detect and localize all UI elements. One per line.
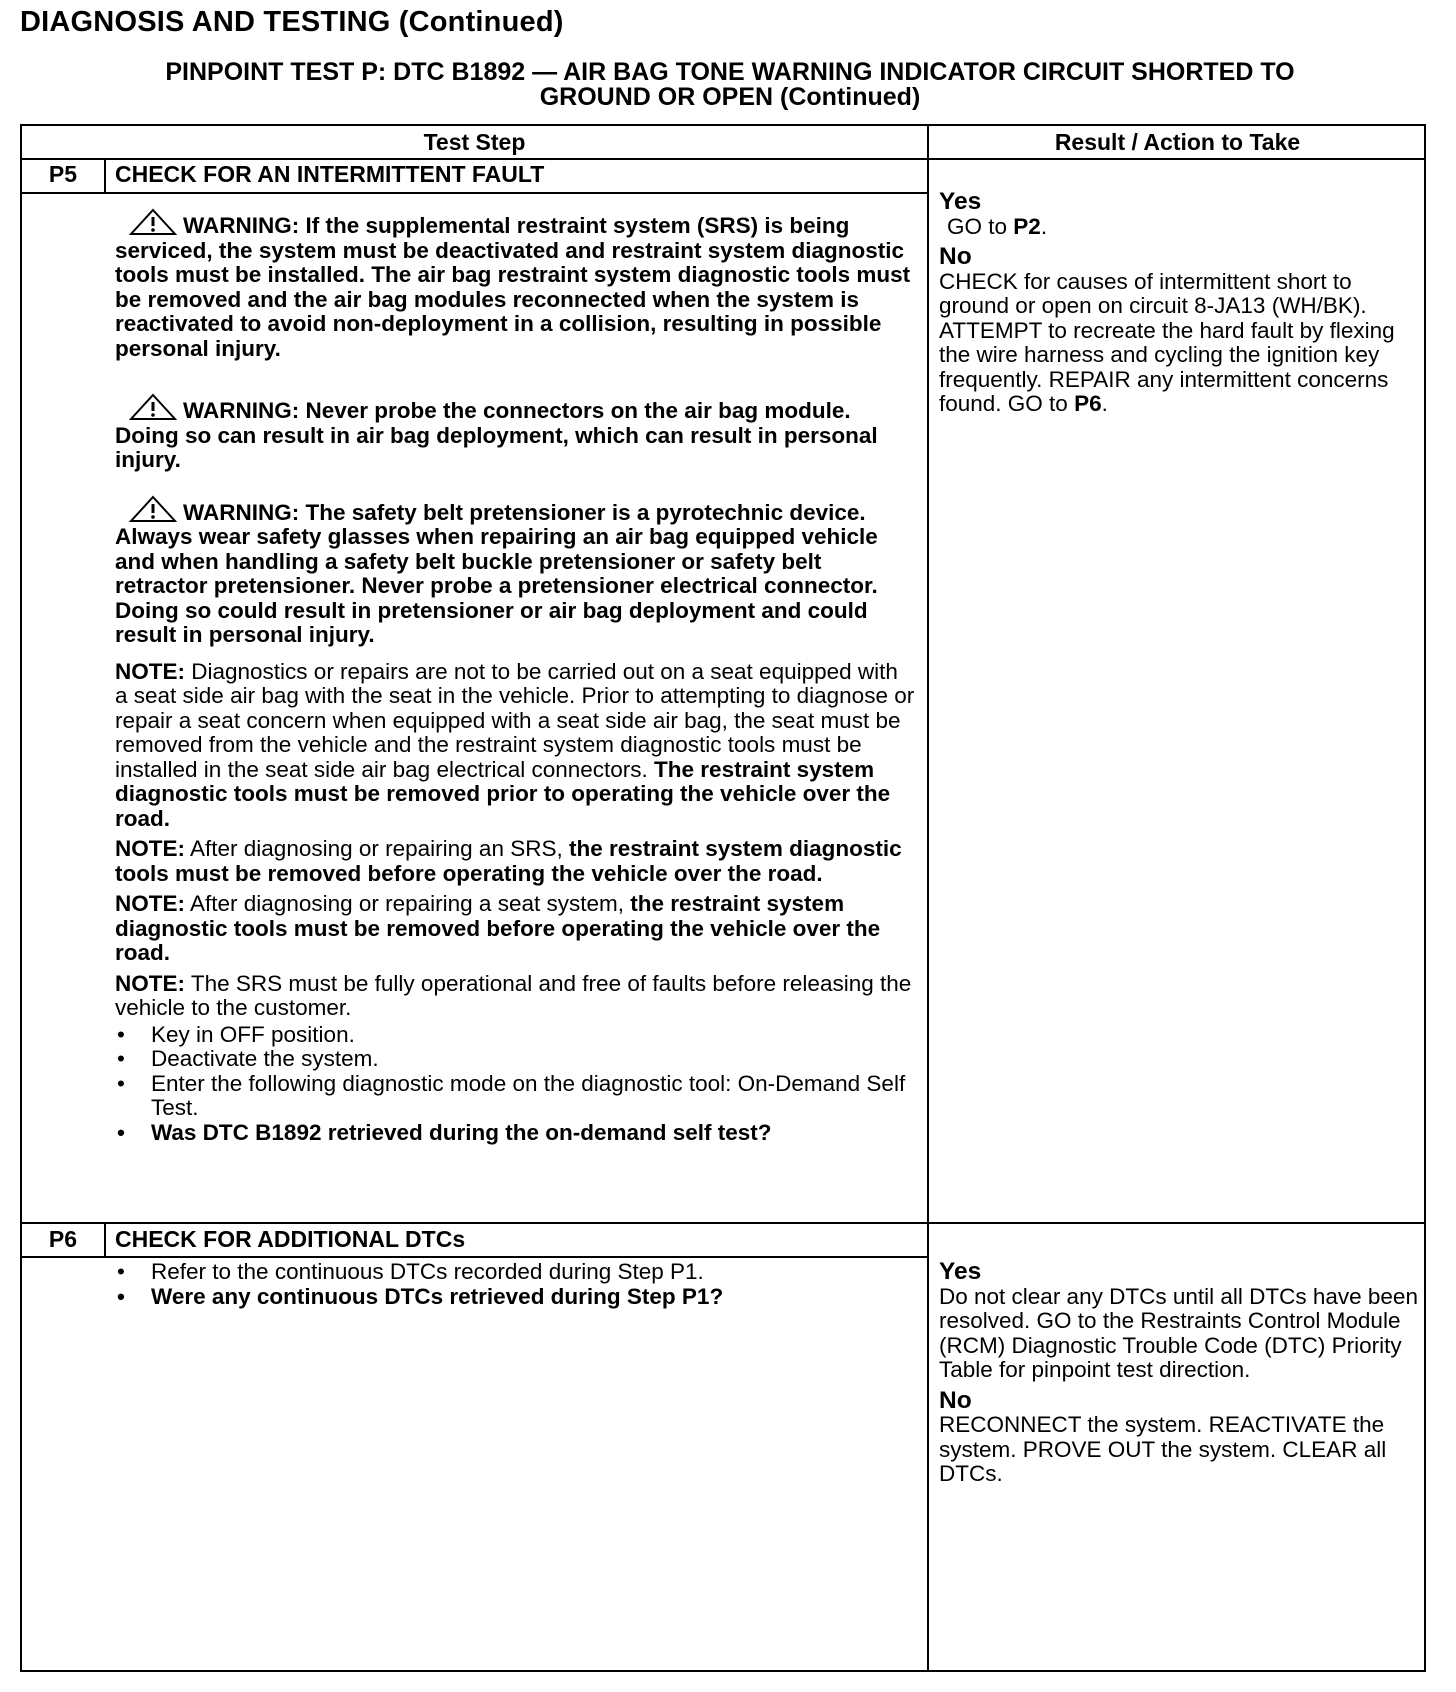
warning-text: WARNING: The safety belt pretensioner is a pyrotechnic device. Always wear safety glasses when repairing an air bag equipped vehicle and when handling a safety belt buckle pretensioner or safety belt retractor pretensioner. Never probe a pretensioner electrical connector. Doing so could result in pretensioner or air bag deployment and could result in personal injury. [115, 499, 878, 647]
step-content-p6 [115, 1260, 915, 1309]
list-item: • Refer to the continuous DTCs recorded during Step P1. [117, 1259, 704, 1284]
header-divider [22, 158, 1424, 160]
column-header-result: Result / Action to Take [1054, 129, 1301, 155]
warning-srs [115, 208, 915, 361]
step-title-divider-p6 [22, 1256, 927, 1258]
note-after-srs [115, 837, 915, 886]
step-title-divider-p5 [22, 192, 927, 194]
step-question-p6: • Were any continuous DTCs retrieved during Step P1? [117, 1283, 724, 1309]
result-p5 [939, 184, 1419, 417]
warning-pretensioner [115, 495, 915, 648]
pinpoint-test-table [20, 124, 1426, 1672]
warning-triangle-icon [129, 495, 177, 523]
step-content-p5 [115, 208, 915, 1145]
column-divider [927, 126, 929, 1670]
note-label: NOTE: [115, 891, 185, 916]
list-item: • Deactivate the system. [117, 1046, 379, 1071]
note-emphasis: the restraint system diagnostic tools must be removed before operating the vehicle over the road. [115, 836, 902, 886]
pinpoint-test-title-line1: PINPOINT TEST P: DTC B1892 — AIR BAG TONE WARNING INDICATOR CIRCUIT SHORTED TO [165, 58, 1295, 86]
note-emphasis: The restraint system diagnostic tools must be removed prior to operating the vehicle over the road. [115, 756, 891, 831]
result-yes-text: Do not clear any DTCs until all DTCs have been resolved. GO to the Restraints Control Module (RCM) Diagnostic Trouble Code (DTC) Priority Table for pinpoint test direction. [939, 1283, 1418, 1382]
result-p6 [939, 1254, 1419, 1487]
step-title-p5: CHECK FOR AN INTERMITTENT FAULT [115, 161, 545, 187]
step-actions-p6 [115, 1260, 915, 1309]
warning-text: WARNING: If the supplemental restraint system (SRS) is being serviced, the system must be deactivated and restraint system diagnostic tools must be installed. The air bag restraint system diagnostic tools must be removed and the air bag modules reconnected when the system is reactivated to avoid non-deployment in a collision, resulting in possible personal injury. [115, 213, 911, 361]
step-divider [22, 1222, 1424, 1224]
step-number-p6: P6 [48, 1226, 78, 1252]
note-text: Diagnostics or repairs are not to be carried out on a seat equipped with a seat side air bag with the seat in the vehicle. Prior to attempting to diagnose or repair a seat concern when equipped with a seat side air bag, the seat must be removed from the vehicle and the restraint system diagnostic tools must be installed in the seat side air bag electrical connectors. [115, 658, 915, 782]
column-header-test-step: Test Step [423, 129, 526, 155]
note-label: NOTE: [115, 658, 185, 684]
step-actions-p5 [115, 1023, 915, 1146]
step-link-p2[interactable]: P2 [1013, 213, 1041, 239]
result-yes-label: Yes [939, 1258, 982, 1285]
result-no-text: RECONNECT the system. REACTIVATE the system. PROVE OUT the system. CLEAR all DTCs. [939, 1412, 1387, 1486]
warning-text: WARNING: Never probe the connectors on the air bag module. Doing so can result in air bag deployment, which can result in personal injury. [115, 398, 878, 472]
warning-triangle-icon [129, 393, 177, 421]
note-emphasis: the restraint system diagnostic tools must be removed before operating the vehicle over the road. [115, 891, 881, 965]
result-no-label: No [939, 243, 972, 270]
note-srs-operational [115, 972, 915, 1021]
result-no-label: No [939, 1386, 972, 1414]
pinpoint-test-title [40, 60, 1420, 110]
step-number-divider [104, 1222, 106, 1256]
step-number-p5: P5 [48, 161, 78, 187]
step-link-p6[interactable]: P6 [1074, 391, 1102, 416]
note-text: After diagnosing or repairing an SRS, [185, 836, 569, 861]
warning-probe-connectors [115, 393, 915, 473]
note-label: NOTE: [115, 836, 185, 861]
pinpoint-test-title-line2: GROUND OR OPEN (Continued) [539, 83, 921, 111]
warning-triangle-icon [129, 208, 177, 236]
result-yes-text: GO to P2. [947, 213, 1048, 239]
list-item: • Enter the following diagnostic mode on the diagnostic tool: On-Demand Self Test. [117, 1070, 906, 1120]
result-no-text: CHECK for causes of intermittent short to ground or open on circuit 8-JA13 (WH/BK). ATTEMPT to recreate the hard fault by flexing the wire harness and cycling the ignition key frequently. REPAIR any intermittent concerns found. GO to P6. [939, 268, 1395, 416]
step-question-p5: • Was DTC B1892 retrieved during the on-demand self test? [117, 1119, 772, 1145]
page-title: DIAGNOSIS AND TESTING (Continued) [20, 6, 564, 38]
result-yes-label: Yes [939, 188, 982, 215]
step-title-p6: CHECK FOR ADDITIONAL DTCs [115, 1226, 466, 1252]
step-number-divider [104, 158, 106, 192]
note-label: NOTE: [115, 970, 185, 996]
list-item: • Key in OFF position. [117, 1021, 355, 1047]
note-text: After diagnosing or repairing a seat system, [185, 891, 631, 916]
note-after-seat-system [115, 892, 915, 966]
note-seat-side-air-bag [115, 660, 915, 832]
note-text: The SRS must be fully operational and free of faults before releasing the vehicle to the customer. [115, 970, 912, 1020]
